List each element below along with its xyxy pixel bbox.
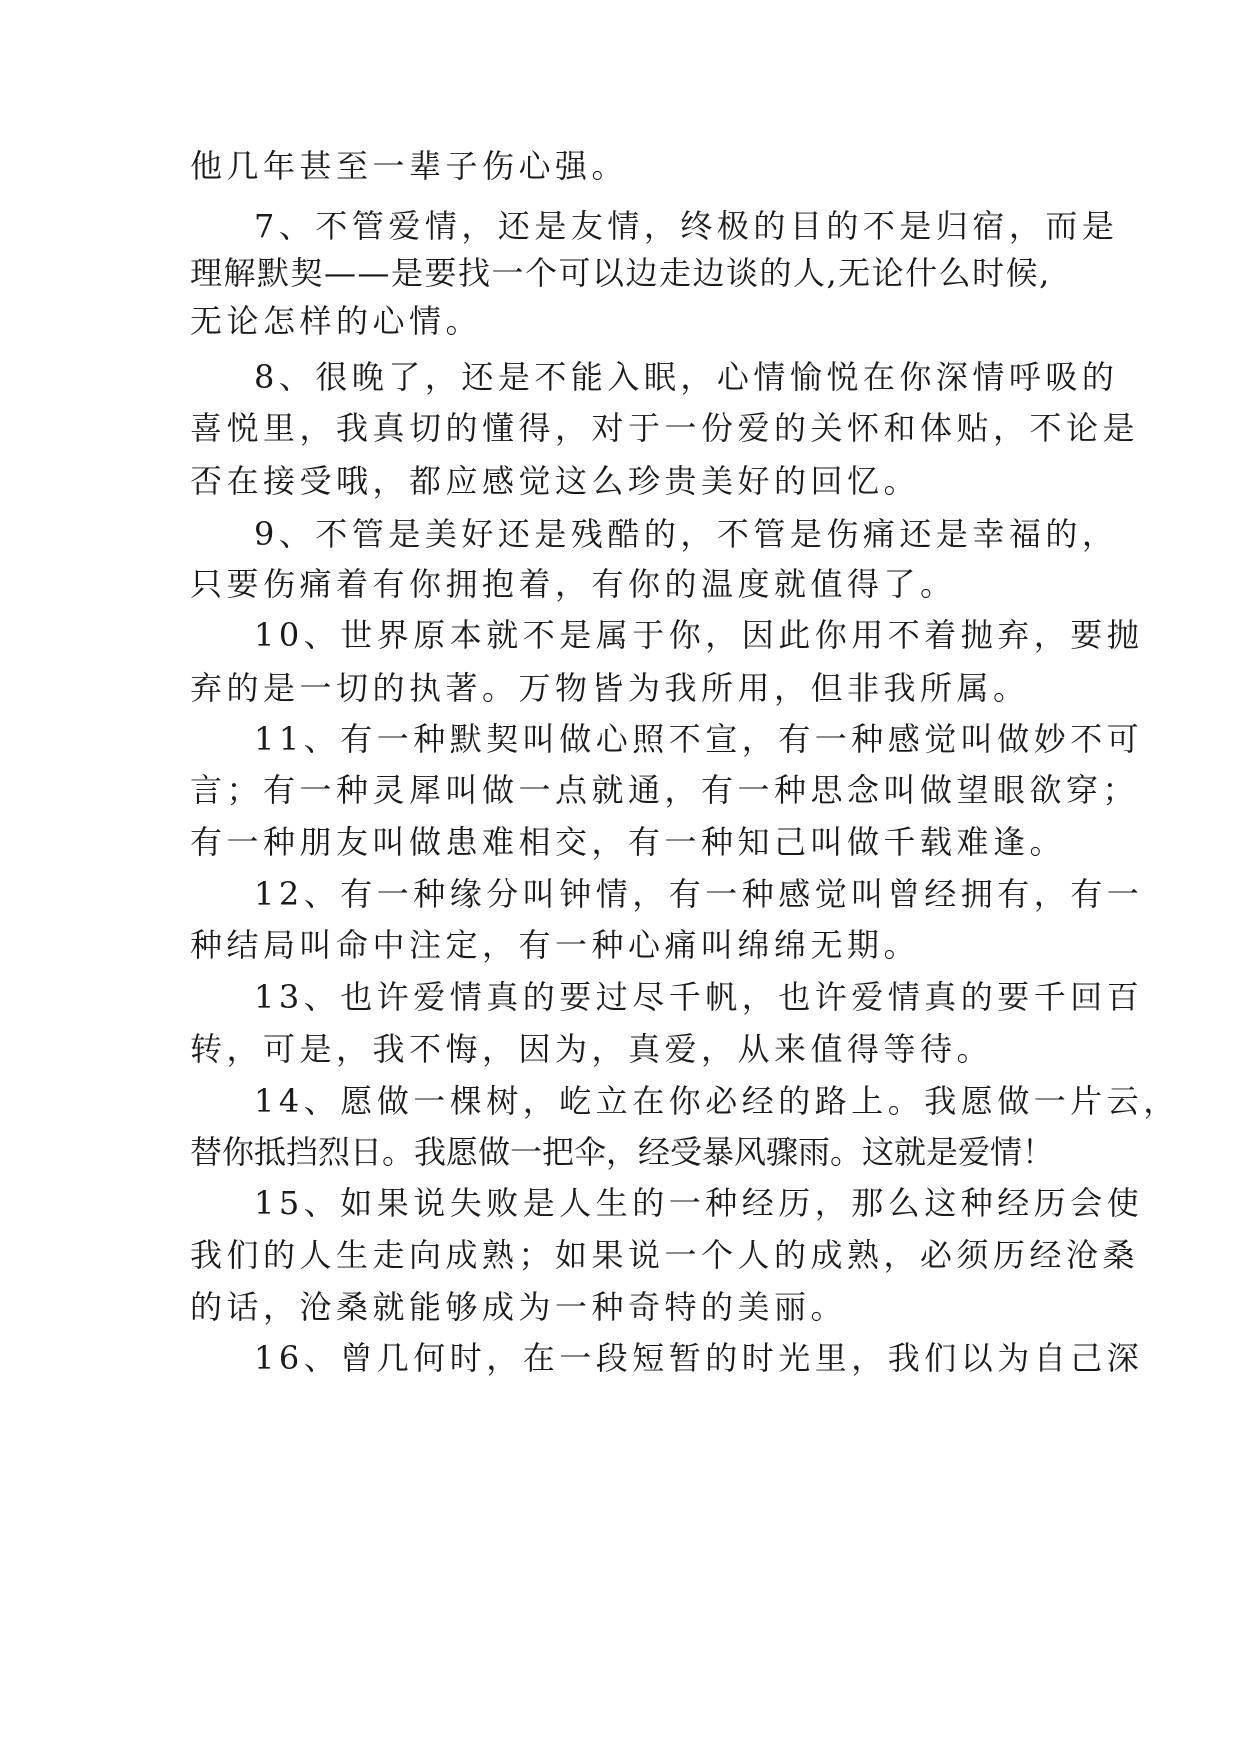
paragraph-12-line-1: 12、有一种缘分叫钟情，有一种感觉叫曾经拥有，有一 [254, 875, 1144, 913]
paragraph-12-line-2: 种结局叫命中注定，有一种心痛叫绵绵无期。 [190, 926, 921, 964]
paragraph-9-line-2: 只要伤痛着有你拥抱着，有你的温度就值得了。 [190, 565, 957, 603]
paragraph-7-line-2: 理解默契——是要找一个可以边走边谈的人,无论什么时候, [190, 254, 1051, 292]
paragraph-14-line-1: 14、愿做一棵树，屹立在你必经的路上。我愿做一片云， [254, 1082, 1180, 1120]
paragraph-13-line-1: 13、也许爱情真的要过尽千帆，也许爱情真的要千回百 [254, 978, 1144, 1016]
paragraph-10-line-1: 10、世界原本就不是属于你，因此你用不着抛弃，要抛 [254, 616, 1144, 654]
paragraph-11-line-1: 11、有一种默契叫做心照不宣，有一种感觉叫做妙不可 [254, 720, 1144, 758]
paragraph-11-line-3: 有一种朋友叫做患难相交，有一种知己叫做千载难逢。 [190, 823, 1067, 861]
text-line: 他几年甚至一辈子伤心强。 [190, 147, 629, 185]
paragraph-9-line-1: 9、不管是美好还是残酷的，不管是伤痛还是幸福的， [254, 515, 1119, 553]
paragraph-10-line-2: 弃的是一切的执著。万物皆为我所用，但非我所属。 [190, 669, 1030, 707]
paragraph-15-line-3: 的话，沧桑就能够成为一种奇特的美丽。 [190, 1288, 848, 1326]
paragraph-14-line-2: 替你抵挡烈日。我愿做一把伞，经受暴风骤雨。这就是爱情！ [190, 1133, 1055, 1171]
paragraph-7-line-3: 无论怎样的心情。 [190, 302, 483, 340]
paragraph-13-line-2: 转，可是，我不悔，因为，真爱，从来值得等待。 [190, 1030, 994, 1068]
paragraph-8-line-2: 喜悦里，我真切的懂得，对于一份爱的关怀和体贴，不论是 [190, 409, 1140, 447]
paragraph-11-line-2: 言；有一种灵犀叫做一点就通，有一种思念叫做望眼欲穿； [190, 771, 1140, 809]
paragraph-15-line-2: 我们的人生走向成熟；如果说一个人的成熟，必须历经沧桑 [190, 1236, 1140, 1274]
paragraph-16-line-1: 16、曾几何时，在一段短暂的时光里，我们以为自己深 [254, 1339, 1144, 1377]
paragraph-8-line-3: 否在接受哦，都应感觉这么珍贵美好的回忆。 [190, 462, 921, 500]
paragraph-15-line-1: 15、如果说失败是人生的一种经历，那么这种经历会使 [254, 1184, 1144, 1222]
paragraph-8-line-1: 8、很晚了，还是不能入眠，心情愉悦在你深情呼吸的 [254, 358, 1119, 396]
paragraph-7-line-1: 7、不管爱情，还是友情，终极的目的不是归宿，而是 [254, 207, 1119, 245]
